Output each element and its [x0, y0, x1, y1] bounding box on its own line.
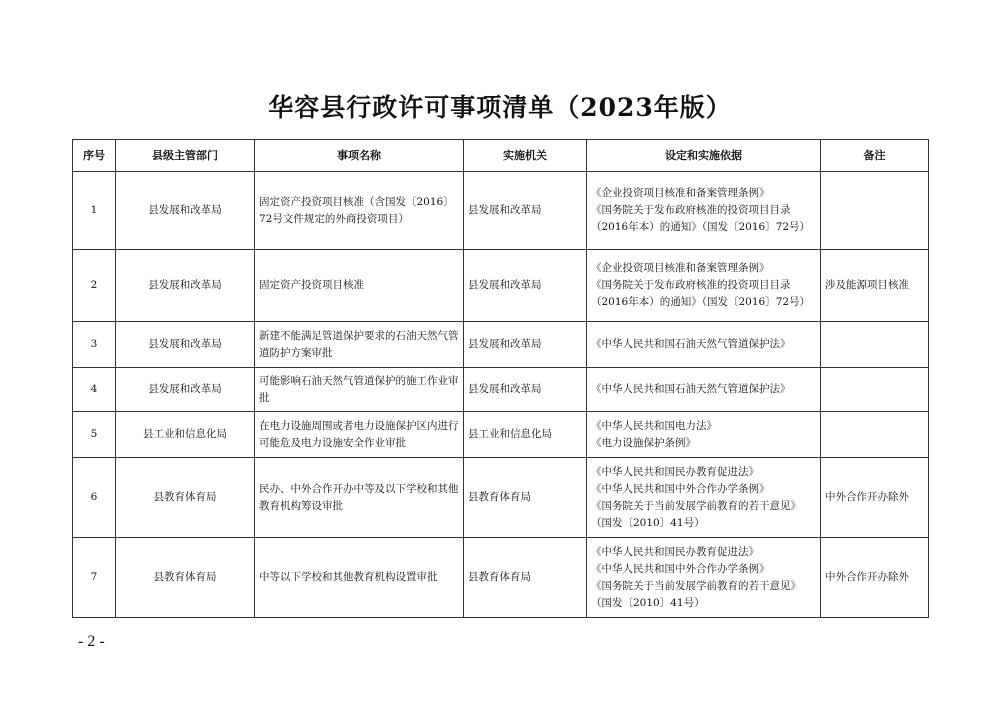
cell-agency: 县工业和信息化局 [464, 412, 587, 458]
header-basis: 设定和实施依据 [587, 140, 821, 172]
cell-no: 5 [73, 412, 116, 458]
table-row [73, 458, 929, 538]
cell-agency: 县发展和改革局 [464, 368, 587, 412]
basis-line: 《中华人民共和国石油天然气管道保护法》 [591, 383, 791, 395]
cell-agency: 县发展和改革局 [464, 250, 587, 322]
cell-no: 6 [73, 458, 116, 538]
cell-remark [821, 412, 929, 458]
cell-item: 在电力设施周围或者电力设施保护区内进行可能危及电力设施安全作业审批 [255, 412, 464, 458]
cell-remark: 中外合作开办除外 [821, 538, 929, 618]
cell-department: 县工业和信息化局 [116, 412, 255, 458]
cell-department: 县教育体育局 [116, 538, 255, 618]
header-department: 县级主管部门 [116, 140, 255, 172]
cell-remark: 涉及能源项目核准 [821, 250, 929, 322]
basis-line: 《中华人民共和国民办教育促进法》 [591, 545, 759, 558]
cell-item: 新建不能满足管道保护要求的石油天然气管道防护方案审批 [255, 322, 464, 368]
document-title: 华容县行政许可事项清单（2023年版） [268, 93, 732, 122]
cell-item: 民办、中外合作开办中等及以下学校和其他教育机构筹设审批 [255, 458, 464, 538]
cell-no: 1 [73, 172, 116, 250]
basis-line: 《国务院关于发布政府核准的投资项目目录（2016年本）的通知》（国发〔2016〕72号） [591, 204, 811, 233]
cell-department: 县发展和改革局 [116, 322, 255, 368]
basis-line: 《中华人民共和国民办教育促进法》 [591, 465, 759, 478]
cell-basis [587, 322, 821, 368]
cell-remark [821, 172, 929, 250]
table-row [73, 172, 929, 250]
permit-items-table [72, 139, 929, 618]
basis-line: 《中华人民共和国中外合作办学条例》 [591, 562, 770, 575]
cell-agency: 县发展和改革局 [464, 322, 587, 368]
cell-no: 4 [73, 368, 116, 412]
basis-line: 《国务院关于当前发展学前教育的若干意见》（国发〔2010〕41号） [591, 499, 801, 529]
cell-no: 2 [73, 250, 116, 322]
table-row [73, 250, 929, 322]
basis-line: 《国务院关于当前发展学前教育的若干意见》（国发〔2010〕41号） [591, 579, 801, 609]
cell-no: 7 [73, 538, 116, 618]
table-row [73, 368, 929, 412]
header-item: 事项名称 [255, 140, 464, 172]
cell-item: 中等以下学校和其他教育机构设置审批 [255, 538, 464, 618]
page-number: - 2 - [78, 633, 105, 650]
header-agency: 实施机关 [464, 140, 587, 172]
cell-item: 固定资产投资项目核准 [255, 250, 464, 322]
cell-department: 县发展和改革局 [116, 172, 255, 250]
cell-agency: 县教育体育局 [464, 538, 587, 618]
cell-basis [587, 412, 821, 458]
basis-line: 《电力设施保护条例》 [591, 436, 696, 449]
cell-remark [821, 322, 929, 368]
cell-no: 3 [73, 322, 116, 368]
cell-basis [587, 458, 821, 538]
table-row [73, 322, 929, 368]
basis-line: 《中华人民共和国石油天然气管道保护法》 [591, 338, 791, 350]
cell-department: 县教育体育局 [116, 458, 255, 538]
cell-remark [821, 368, 929, 412]
basis-line: 《中华人民共和国电力法》 [591, 419, 717, 432]
cell-remark: 中外合作开办除外 [821, 458, 929, 538]
header-no: 序号 [73, 140, 116, 172]
table-header-row [73, 140, 929, 172]
cell-basis [587, 538, 821, 618]
basis-line: 《中华人民共和国中外合作办学条例》 [591, 482, 770, 495]
cell-department: 县发展和改革局 [116, 250, 255, 322]
cell-basis [587, 368, 821, 412]
cell-department: 县发展和改革局 [116, 368, 255, 412]
cell-item: 可能影响石油天然气管道保护的施工作业审批 [255, 368, 464, 412]
basis-line: 《企业投资项目核准和备案管理条例》 [591, 187, 770, 199]
basis-line: 《国务院关于发布政府核准的投资项目目录（2016年本）的通知》（国发〔2016〕72号） [591, 279, 811, 308]
table-row [73, 538, 929, 618]
header-remark: 备注 [821, 140, 929, 172]
cell-basis [587, 250, 821, 322]
cell-basis [587, 172, 821, 250]
cell-item: 固定资产投资项目核准（含国发〔2016〕72号文件规定的外商投资项目） [255, 172, 464, 250]
table-row [73, 412, 929, 458]
cell-agency: 县教育体育局 [464, 458, 587, 538]
basis-line: 《企业投资项目核准和备案管理条例》 [591, 262, 770, 274]
cell-agency: 县发展和改革局 [464, 172, 587, 250]
